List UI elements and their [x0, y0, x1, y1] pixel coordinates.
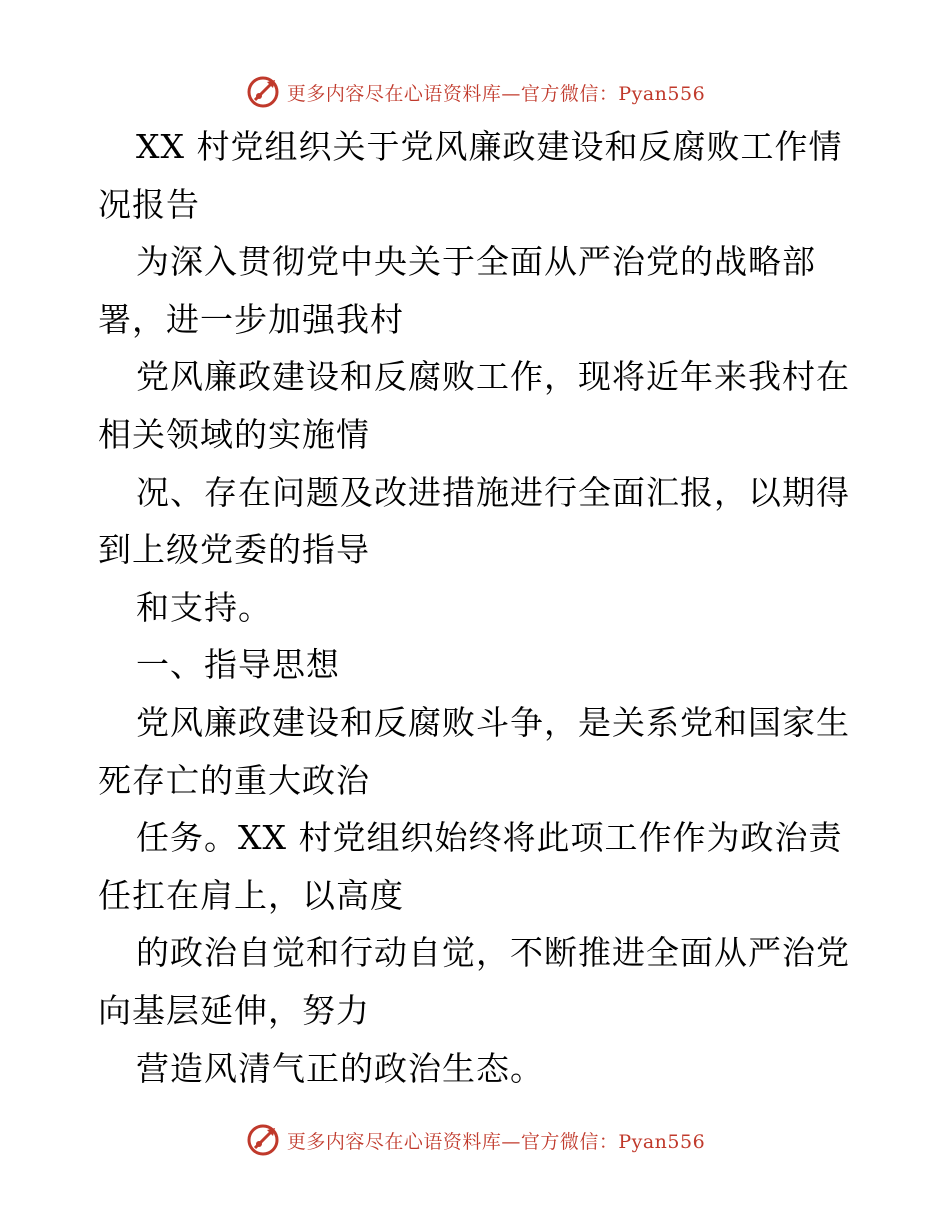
text-line: XX 村党组织关于党风廉政建设和反腐败工作情 — [136, 127, 843, 166]
quill-pen-logo-icon — [245, 74, 281, 110]
header-watermark — [0, 72, 950, 112]
text-line: 营造风清气正的政治生态。 — [136, 1048, 544, 1088]
text-line: 署，进一步加强我村 — [98, 299, 404, 339]
text-line: 和支持。 — [136, 587, 272, 627]
text-line: 为深入贯彻党中央关于全面从严治党的战略部 — [136, 242, 816, 282]
watermark-text: 更多内容尽在心语资料库—官方微信：Pyan556 — [286, 1130, 706, 1153]
text-line: 到上级党委的指导 — [98, 530, 370, 570]
text-line: 向基层延伸，努力 — [98, 990, 370, 1030]
quill-pen-logo-icon — [245, 1122, 281, 1158]
text-line: 况报告 — [98, 184, 200, 224]
text-line: 一、指导思想 — [136, 645, 340, 685]
text-line: 任扛在肩上，以高度 — [98, 875, 404, 915]
text-line: 况、存在问题及改进措施进行全面汇报，以期得 — [136, 472, 850, 512]
document-body — [98, 118, 858, 1097]
text-line: 的政治自觉和行动自觉，不断推进全面从严治党 — [136, 933, 850, 973]
text-line: 党风廉政建设和反腐败斗争，是关系党和国家生 — [136, 702, 850, 742]
text-line: 任务。XX 村党组织始终将此项工作作为政治责 — [136, 818, 843, 858]
text-line: 相关领域的实施情 — [98, 414, 370, 454]
watermark-text: 更多内容尽在心语资料库—官方微信：Pyan556 — [286, 82, 706, 105]
text-line: 党风廉政建设和反腐败工作，现将近年来我村在 — [136, 357, 850, 397]
footer-watermark — [0, 1120, 950, 1160]
text-line: 死存亡的重大政治 — [98, 760, 370, 800]
